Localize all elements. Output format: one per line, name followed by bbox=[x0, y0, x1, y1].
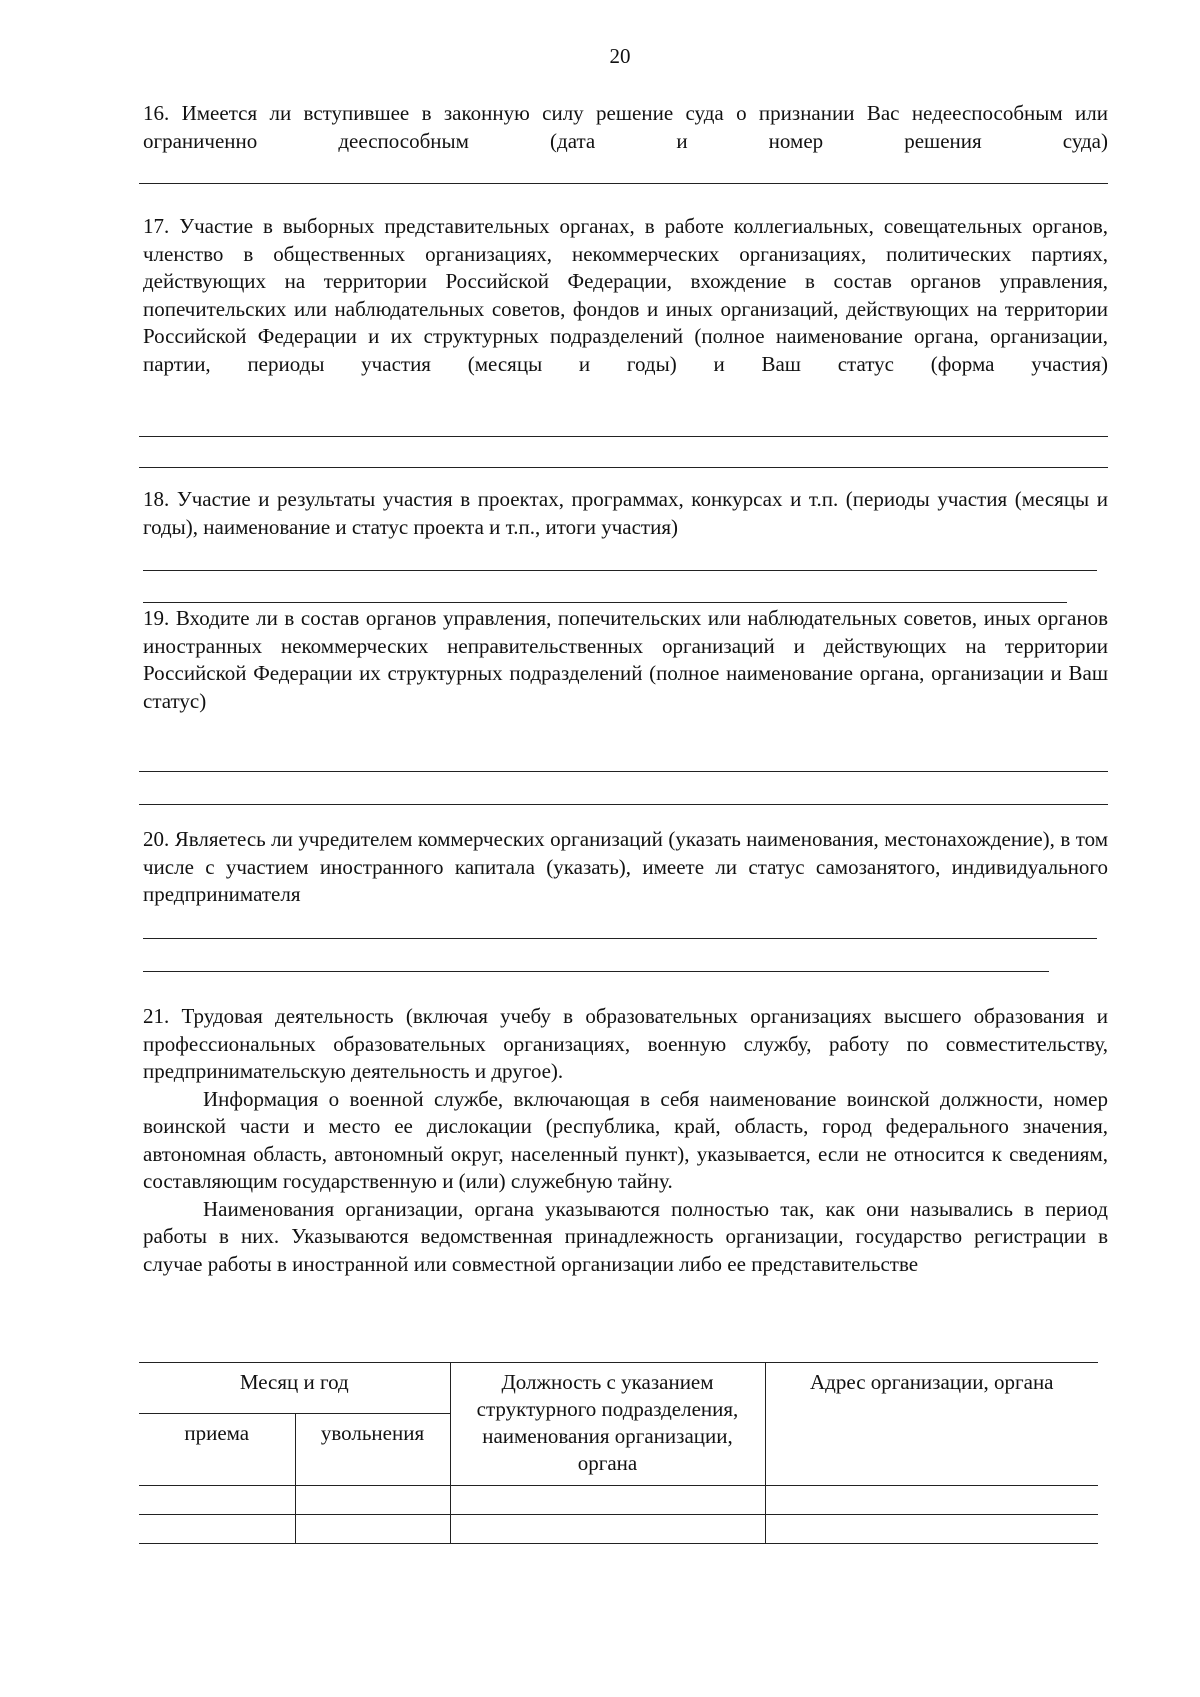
question-17: 17. Участие в выборных представительных органах, в работе коллегиальных, совещательных органов, членство в общественных организациях, некоммерческих организациях, политических партиях, действующих на территории Российской Федерации, вхождение в состав органов управления, попечительских или наблюдательных советов, фондов и иных организаций, действующих на территории Российской Федерации и их структурных подразделений (полное наименование органа, организации, партии, периоды участия (месяцы и годы) и Ваш статус (форма участия) bbox=[143, 214, 1108, 376]
month-year-header: Месяц и год bbox=[139, 1363, 450, 1414]
answer-line[interactable] bbox=[139, 183, 1108, 184]
page-number: 20 bbox=[609, 44, 631, 68]
table-row bbox=[139, 1515, 1098, 1544]
answer-line[interactable] bbox=[139, 467, 1108, 468]
table-cell[interactable] bbox=[765, 1515, 1098, 1544]
answer-line[interactable] bbox=[143, 602, 1067, 603]
answer-line[interactable] bbox=[143, 570, 1097, 571]
table-cell[interactable] bbox=[139, 1486, 295, 1515]
answer-line[interactable] bbox=[143, 971, 1049, 972]
table-cell[interactable] bbox=[139, 1515, 295, 1544]
position-header: Должность с указанием структурного подразделения, наименования организации, органа bbox=[450, 1363, 765, 1486]
question-16: 16. Имеется ли вступившее в законную силу решение суда о признании Вас недееспособным или ограниченно дееспособным (дата и номер решения суда) bbox=[143, 101, 1108, 153]
organization-naming-note: Наименования организации, органа указываются полностью так, как они назывались в период работы в них. Указываются ведомственная принадлежность организации, государство регистрации в случае работы в иностранной или совместной организации либо ее представительстве bbox=[143, 1196, 1108, 1276]
answer-line[interactable] bbox=[143, 938, 1097, 939]
table-cell[interactable] bbox=[450, 1515, 765, 1544]
table-cell[interactable] bbox=[450, 1486, 765, 1515]
answer-line[interactable] bbox=[139, 804, 1108, 805]
question-20: 20. Являетесь ли учредителем коммерческих организаций (указать наименования, местонахождение), в том числе с участием иностранного капитала (указать), имеете ли статус самозанятого, индивидуального предпринимателя bbox=[143, 827, 1108, 906]
dismissal-header: увольнения bbox=[295, 1414, 450, 1486]
hire-header: приема bbox=[139, 1414, 295, 1486]
answer-line[interactable] bbox=[139, 436, 1108, 437]
question-21 bbox=[143, 1003, 1108, 1278]
table-cell[interactable] bbox=[295, 1515, 450, 1544]
work-history-table bbox=[139, 1362, 1098, 1544]
address-header: Адрес организации, органа bbox=[765, 1363, 1098, 1486]
table-cell[interactable] bbox=[295, 1486, 450, 1515]
question-21-intro: 21. Трудовая деятельность (включая учебу в образовательных организациях высшего образования и профессиональных образовательных организациях, военную службу, работу по совместительству, предпринимательскую деятельность и другое). bbox=[143, 1004, 1108, 1083]
military-service-note: Информация о военной службе, включающая в себя наименование воинской должности, номер воинской части и место ее дислокации (республика, край, область, город федерального значения, автономная область, автономный округ, населенный пункт), указывается, если не относится к сведениям, составляющим государственную и (или) служебную тайну. bbox=[143, 1086, 1108, 1193]
answer-line[interactable] bbox=[139, 771, 1108, 772]
question-18: 18. Участие и результаты участия в проектах, программах, конкурсах и т.п. (периоды участия (месяцы и годы), наименование и статус проекта и т.п., итоги участия) bbox=[143, 487, 1108, 539]
table-cell[interactable] bbox=[765, 1486, 1098, 1515]
question-19: 19. Входите ли в состав органов управления, попечительских или наблюдательных советов, иных органов иностранных некоммерческих неправительственных организаций и действующих на территории Российской Федерации их структурных подразделений (полное наименование органа, организации и Ваш статус) bbox=[143, 606, 1108, 713]
table-row bbox=[139, 1486, 1098, 1515]
